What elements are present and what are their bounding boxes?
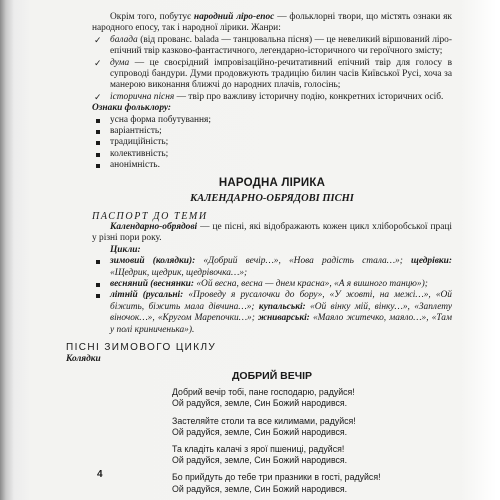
- sign-item: колективність;: [92, 149, 452, 160]
- page-number: 4: [97, 469, 103, 480]
- square-bullet-icon: [96, 141, 100, 145]
- lyric-line: Та кладіть калачі з ярої пшениці, радуйся!: [172, 444, 345, 454]
- passport-heading: ПАСПОРТ ДО ТЕМИ: [92, 210, 208, 222]
- square-bullet-icon: [96, 164, 100, 168]
- intro-paragraph: [92, 12, 452, 35]
- cycle-item: літній (русальні: «Проведу я русалочки до бору», «У жовті, на межі…», «Ой біжить, біжить мала дівчина…»; купальські: «Ой вінку мій, вінку…», «Заплету віночок…», «Кругом Марenoчки…»; жниварські: «Маяло житечко, маяло…», «Там у полі криниченька»).: [92, 290, 452, 336]
- intro-text-1: Окрім того, побутує: [110, 12, 194, 22]
- sign-item: усна форма побутування;: [92, 115, 452, 126]
- calendar-definition: Календарно-обрядові — це пісні, які відображають кожен цикл хліборобської праці у різні пори року.: [92, 221, 452, 244]
- intro-term: народний ліро-епос: [193, 12, 275, 22]
- lyric-line: Добрий вечір тобі, пане господарю, радуйся!: [172, 387, 355, 398]
- cycle-item: зимовий (колядки): «Добрий вечір…», «Нова радість стала…»; щедрівки: «Щедрик, щедрик, щедрівочка…»;: [92, 256, 452, 279]
- lyric-line: Ой радуйся, земле, Син Божий народився.: [172, 426, 348, 437]
- genre-item: ✓ балада (від прованс. balada — танцювальна пісня) — це невеликий віршований ліро-епічний твір казково-фантастичного, легендарно-історичного чи героїчного змісту;: [94, 34, 452, 57]
- winter-cycle-heading: ПІСНІ ЗИМОВОГО ЦИКЛУ: [66, 341, 217, 353]
- song-lyrics: [172, 387, 452, 495]
- genre-item: ✓ історична пісня — твір про важливу історичну подію, конкретних історичних осіб.: [94, 91, 444, 102]
- section-heading: НАРОДНА ЛІРИКА: [218, 176, 326, 189]
- checkmark-icon: ✓: [94, 34, 102, 45]
- lyric-line: Застеляйте столи та все килимами, радуйся!: [172, 415, 356, 426]
- stanza: [172, 472, 452, 494]
- square-bullet-icon: [96, 260, 100, 264]
- checkmark-icon: ✓: [94, 91, 102, 102]
- lyric-line: Ой радуйся, земле, Син Божий народився.: [172, 398, 348, 409]
- intro-text-2: — фольклорні твори, що містять ознаки як народного епосу, так і народної лірики. Жанри:: [92, 12, 452, 34]
- stanza: [172, 387, 452, 409]
- cycles-list: [92, 256, 452, 336]
- section-subheading: КАЛЕНДАРНО-ОБРЯДОВІ ПІСНІ: [190, 193, 354, 205]
- sign-item: анонімність.: [92, 160, 452, 171]
- lyric-line: Ой радуйся, земле, Син Божий народився.: [172, 455, 348, 466]
- square-bullet-icon: [96, 294, 100, 298]
- lyric-line: Ой радуйся, земле, Син Божий народився.: [172, 483, 348, 494]
- square-bullet-icon: [96, 119, 100, 123]
- sign-item: варіантність;: [92, 126, 452, 137]
- lyric-line: Бо прийдуть до тебе три празники в гості, радуйся!: [172, 472, 381, 483]
- square-bullet-icon: [96, 283, 100, 287]
- checkmark-icon: ✓: [94, 57, 102, 68]
- signs-list: [92, 115, 452, 172]
- page-content: [66, 12, 452, 495]
- genre-item: ✓ дума — це своєрідний імпровізаційно-речитативний епічний твір для голосу в супроводі бандури. Думи продовжують традицію билин часів Київської Русі, хоча за манерою виконання ближчі до народних плачів, голосінь;: [94, 57, 452, 91]
- stanza: [172, 416, 452, 438]
- square-bullet-icon: [96, 153, 100, 157]
- stanza: [172, 444, 452, 466]
- sign-item: традиційність;: [92, 137, 452, 148]
- koliadky-heading: Колядки: [66, 354, 101, 365]
- cycles-title: Цикли:: [110, 244, 141, 255]
- genre-list: [92, 35, 452, 103]
- cycle-item: весняний (веснянки: «Ой весна, весна — днем красна», «А я вишного танцю»);: [92, 279, 452, 290]
- song-title: ДОБРИЙ ВЕЧІР: [231, 369, 313, 382]
- square-bullet-icon: [96, 130, 100, 134]
- signs-title: Ознаки фольклору:: [92, 103, 172, 114]
